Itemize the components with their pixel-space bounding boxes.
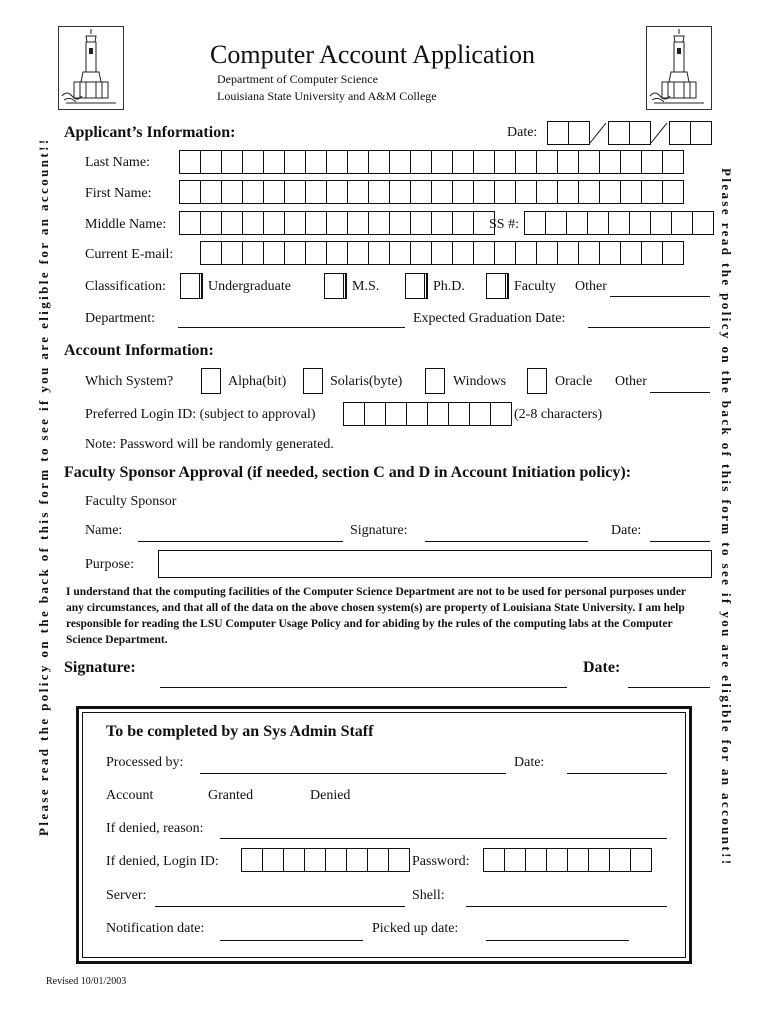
granted-option[interactable]: Granted xyxy=(208,788,254,803)
date-year-boxes[interactable] xyxy=(669,121,712,145)
signature-date-label: Date: xyxy=(583,659,621,676)
applicant-heading: Applicant’s Information: xyxy=(64,124,236,141)
sponsor-signature-line[interactable] xyxy=(425,541,588,542)
grad-date-line[interactable] xyxy=(588,327,710,328)
admin-date-label: Date: xyxy=(514,755,545,770)
other-system-line[interactable] xyxy=(650,392,710,393)
notification-date-label: Notification date: xyxy=(106,921,205,936)
date-day-boxes[interactable] xyxy=(608,121,651,145)
picked-up-date-line[interactable] xyxy=(486,940,629,941)
shell-label: Shell: xyxy=(412,888,445,903)
password-label: Password: xyxy=(412,854,470,869)
denied-login-boxes[interactable] xyxy=(241,848,410,872)
ss-label: SS #: xyxy=(489,217,519,232)
agreement-text: I understand that the computing facilities of the Computer Science Department are not to be used for personal purposes under any circumstances, and that all of the data on the above chosen system(s) are property of Louisiana State University. I am help responsible for reading the LSU Computer Usage Policy and for abiding by the rules of the computing labs at the Computer Science Department. xyxy=(66,586,686,646)
other-class-line[interactable] xyxy=(610,296,710,297)
denied-reason-line[interactable] xyxy=(220,838,667,839)
phd-checkbox[interactable] xyxy=(405,273,425,299)
email-boxes[interactable] xyxy=(200,241,684,265)
oracle-label: Oracle xyxy=(555,374,593,389)
denied-login-label: If denied, Login ID: xyxy=(106,854,219,869)
picked-up-date-label: Picked up date: xyxy=(372,921,459,936)
login-chars-note: (2-8 characters) xyxy=(514,407,603,422)
ms-checkbox[interactable] xyxy=(324,273,344,299)
windows-checkbox[interactable] xyxy=(425,368,445,394)
last-name-boxes[interactable] xyxy=(179,150,684,174)
date-slash-2 xyxy=(649,121,669,145)
side-note-right: Please read the policy on the back of this form to see if you are eligible for an account!! xyxy=(719,168,734,867)
admin-date-line[interactable] xyxy=(567,773,667,774)
revised-date: Revised 10/01/2003 xyxy=(46,976,127,987)
date-label: Date: xyxy=(507,125,538,140)
purpose-field[interactable] xyxy=(158,550,712,578)
ss-boxes[interactable] xyxy=(524,211,714,235)
university-name: Louisiana State University and A&M College xyxy=(217,89,437,103)
department-name: Department of Computer Science xyxy=(217,72,378,86)
sponsor-name-label: Name: xyxy=(85,523,123,538)
password-note: Note: Password will be randomly generated. xyxy=(85,437,334,452)
first-name-boxes[interactable] xyxy=(179,180,684,204)
admin-heading: To be completed by an Sys Admin Staff xyxy=(106,723,374,740)
notification-date-line[interactable] xyxy=(220,940,363,941)
other-class-label: Other xyxy=(575,279,607,294)
middle-name-label: Middle Name: xyxy=(85,217,167,232)
solaris-label: Solaris(byte) xyxy=(330,374,403,389)
sponsor-name-line[interactable] xyxy=(138,541,343,542)
server-label: Server: xyxy=(106,888,147,903)
department-line[interactable] xyxy=(178,327,405,328)
alpha-checkbox[interactable] xyxy=(201,368,221,394)
tower-logo-right xyxy=(646,26,712,110)
phd-label: Ph.D. xyxy=(433,279,465,294)
tower-logo-left xyxy=(58,26,124,110)
login-id-label: Preferred Login ID: (subject to approval) xyxy=(85,407,316,422)
sponsor-subheading: Faculty Sponsor xyxy=(85,494,177,509)
undergrad-label: Undergraduate xyxy=(208,279,291,294)
purpose-label: Purpose: xyxy=(85,557,134,572)
denied-reason-label: If denied, reason: xyxy=(106,821,204,836)
processed-by-line[interactable] xyxy=(200,773,506,774)
page-title: Computer Account Application xyxy=(210,40,535,69)
email-label: Current E-mail: xyxy=(85,247,174,262)
department-label: Department: xyxy=(85,311,155,326)
faculty-label: Faculty xyxy=(514,279,556,294)
account-heading: Account Information: xyxy=(64,342,214,359)
login-id-boxes[interactable] xyxy=(343,402,512,426)
processed-by-label: Processed by: xyxy=(106,755,184,770)
first-name-label: First Name: xyxy=(85,186,152,201)
sponsor-heading: Faculty Sponsor Approval (if needed, section C and D in Account Initiation policy): xyxy=(64,464,632,481)
server-line[interactable] xyxy=(155,906,405,907)
shell-line[interactable] xyxy=(466,906,667,907)
faculty-checkbox[interactable] xyxy=(486,273,506,299)
sponsor-signature-label: Signature: xyxy=(350,523,408,538)
grad-date-label: Expected Graduation Date: xyxy=(413,311,566,326)
signature-date-line[interactable] xyxy=(628,687,710,688)
undergrad-checkbox[interactable] xyxy=(180,273,200,299)
which-system-label: Which System? xyxy=(85,374,174,389)
middle-name-boxes[interactable] xyxy=(179,211,495,235)
denied-option[interactable]: Denied xyxy=(310,788,351,803)
password-boxes[interactable] xyxy=(483,848,652,872)
last-name-label: Last Name: xyxy=(85,155,150,170)
windows-label: Windows xyxy=(453,374,507,389)
account-status-label: Account xyxy=(106,788,154,803)
sponsor-date-line[interactable] xyxy=(650,541,710,542)
alpha-label: Alpha(bit) xyxy=(228,374,287,389)
sponsor-date-label: Date: xyxy=(611,523,642,538)
date-month-boxes[interactable] xyxy=(547,121,590,145)
solaris-checkbox[interactable] xyxy=(303,368,323,394)
date-slash-1 xyxy=(588,121,608,145)
signature-line[interactable] xyxy=(160,687,567,688)
other-system-label: Other xyxy=(615,374,647,389)
oracle-checkbox[interactable] xyxy=(527,368,547,394)
classification-label: Classification: xyxy=(85,279,166,294)
side-note-left: Please read the policy on the back of this form to see if you are eligible for an account!! xyxy=(36,137,51,836)
ms-label: M.S. xyxy=(352,279,380,294)
signature-label: Signature: xyxy=(64,659,136,676)
